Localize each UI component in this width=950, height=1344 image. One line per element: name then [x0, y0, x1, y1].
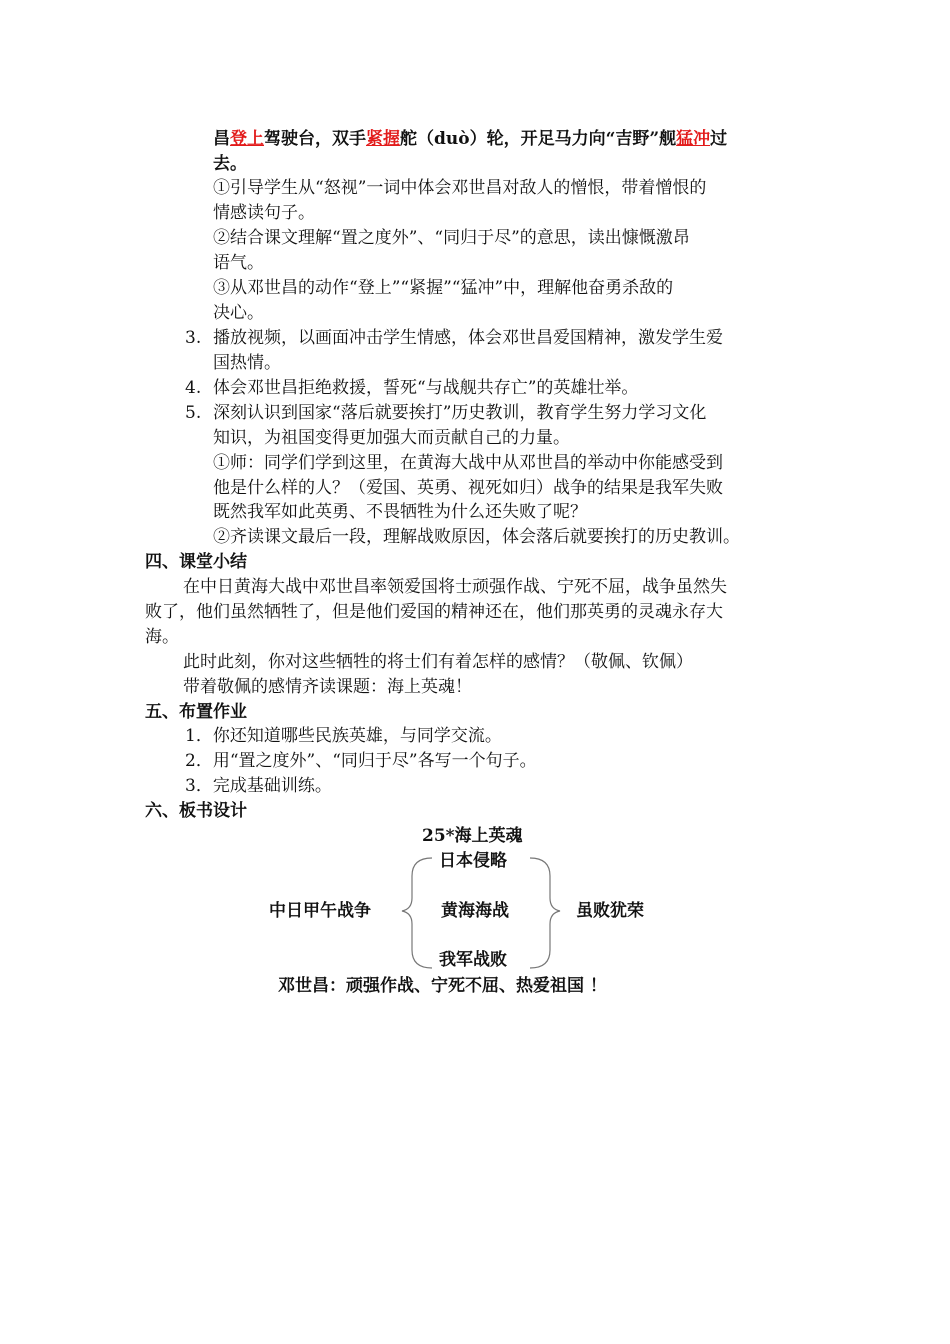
board-title: 25*海上英魂: [422, 826, 523, 846]
item-number: 3.: [185, 328, 202, 348]
sub-item-line: ②结合课文理解“置之度外”、“同归于尽”的意思，读出慷慨激昂: [213, 228, 690, 248]
board-right: 虽败犹荣: [576, 901, 644, 921]
sub-item-line: ①师：同学们学到这里，在黄海大战中从邓世昌的举动中你能感受到: [213, 453, 723, 473]
item-number: 4.: [185, 378, 202, 398]
item-number: 5.: [185, 403, 202, 423]
left-brace: [402, 858, 432, 968]
quote-text: 过: [710, 129, 728, 149]
sub-item-line: ③从邓世昌的动作“登上”“紧握”“猛冲”中，理解他奋勇杀敌的: [213, 278, 674, 298]
homework-item: 1．你还知道哪些民族英雄，与同学交流。: [185, 726, 502, 746]
board-middle: 黄海海战: [441, 901, 509, 921]
section-heading: 四、课堂小结: [145, 552, 247, 572]
sub-item-line: ②齐读课文最后一段，理解战败原因，体会落后就要挨打的历史教训。: [213, 527, 740, 547]
right-brace: [530, 858, 560, 968]
emphasis-word: 紧握: [366, 129, 400, 149]
emphasis-word: 登上: [230, 129, 264, 149]
list-item: 体会邓世昌拒绝救援，誓死“与战舰共存亡”的英雄壮举。: [213, 378, 639, 398]
section-heading: 六、板书设计: [145, 801, 247, 821]
sub-item-line: 语气。: [213, 253, 264, 273]
board-left: 中日甲午战争: [269, 901, 371, 921]
sub-item-line: 既然我军如此英勇、不畏牺牲为什么还失败了呢？: [213, 502, 587, 522]
emphasis-word: 猛冲: [676, 129, 711, 149]
board-top: 日本侵略: [439, 851, 507, 871]
board-summary: 邓世昌：顽强作战、宁死不屈、热爱祖国 ！: [278, 976, 607, 996]
sub-item-line: 他是什么样的人？（爱国、英勇、视死如归）战争的结果是我军失败: [213, 478, 723, 498]
summary-question: 此时此刻，你对这些牺牲的将士们有着怎样的感情？（敬佩、钦佩）: [183, 652, 693, 672]
list-item: 播放视频，以画面冲击学生情感，体会邓世昌爱国精神，激发学生爱: [213, 328, 723, 348]
list-item: 知识，为祖国变得更加强大而贡献自己的力量。: [213, 428, 570, 448]
board-bottom: 我军战败: [439, 950, 507, 970]
list-item: 深刻认识到国家“落后就要挨打”历史教训，教育学生努力学习文化: [213, 403, 707, 423]
summary-paragraph: 败了，他们虽然牺牲了，但是他们爱国的精神还在，他们那英勇的灵魂永存大: [145, 602, 723, 622]
sub-item-line: 决心。: [213, 303, 264, 323]
summary-paragraph: 在中日黄海大战中邓世昌率领爱国将士顽强作战、宁死不屈，战争虽然失: [183, 577, 727, 597]
summary-reading: 带着敬佩的感情齐读课题：海上英魂！: [183, 677, 472, 697]
homework-item: 2．用“置之度外”、“同归于尽”各写一个句子。: [185, 751, 537, 771]
sub-item-line: 情感读句子。: [213, 203, 315, 223]
quote-text: 昌: [213, 129, 230, 149]
homework-item: 3．完成基础训练。: [185, 776, 332, 796]
list-item: 国热情。: [213, 353, 281, 373]
quote-text: 驾驶台，双手: [264, 129, 366, 149]
sub-item-line: ①引导学生从“怒视”一词中体会邓世昌对敌人的憎恨，带着憎恨的: [213, 178, 707, 198]
quote-text: 舵（duò）轮，开足马力向“吉野”舰: [400, 129, 677, 149]
section-heading: 五、布置作业: [145, 702, 247, 722]
quote-line-2: 去。: [213, 154, 247, 174]
summary-paragraph: 海。: [145, 627, 179, 647]
